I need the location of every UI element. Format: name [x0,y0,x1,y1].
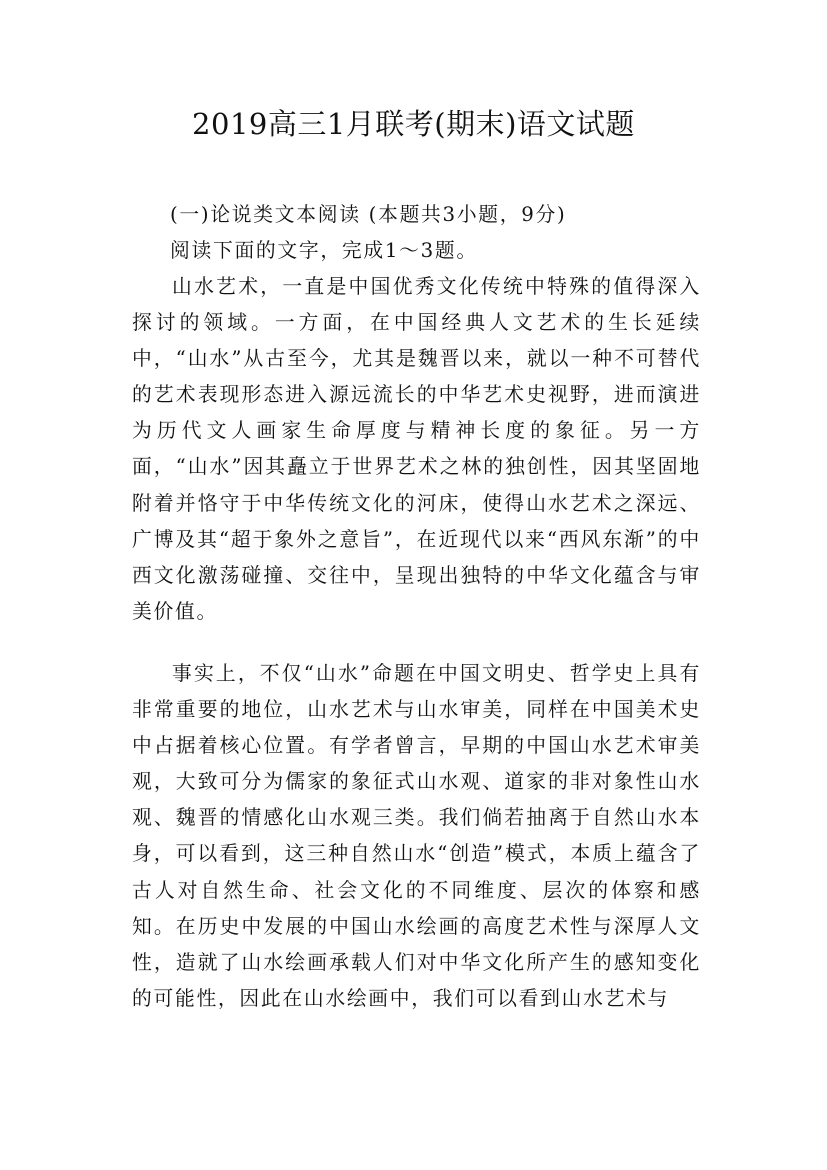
paragraph-1: 山水艺术，一直是中国优秀文化传统中特殊的值得深入探讨的领域。一方面，在中国经典人文艺术的生长延续中，“山水”从古至今，尤其是魏晋以来，就以一种不可替代的艺术表现形态进入源远流长的中华艺术史视野，进而演进为历代文人画家生命厚度与精神长度的象征。另一方面，“山水”因其矗立于世界艺术之林的独创性，因其坚固地附着并恪守于中华传统文化的河床，使得山水艺术之深远、广博及其“超于象外之意旨”，在近现代以来“西风东渐”的中西文化激荡碰撞、交往中，呈现出独特的中华文化蕴含与审美价值。 [132,275,701,623]
document-title: 2019高三1月联考(期末)语文试题 [192,107,635,141]
reading-instruction: 阅读下面的文字，完成1～3题。 [170,239,478,262]
paragraph-2: 事实上，不仅“山水”命题在中国文明史、哲学史上具有非常重要的地位，山水艺术与山水审美，同样在中国美术史中占据着核心位置。有学者曾言，早期的中国山水艺术审美观，大致可分为儒家的象征式山水观、道家的非对象性山水观、魏晋的情感化山水观三类。我们倘若抽离于自然山水本身，可以看到，这三种自然山水“创造”模式，本质上蕴含了古人对自然生命、社会文化的不同维度、层次的体察和感知。在历史中发展的中国山水绘画的高度艺术性与深厚人文性，造就了山水绘画承载人们对中华文化所产生的感知变化的可能性，因此在山水绘画中，我们可以看到山水艺术与 [132,662,701,1010]
section-heading: (一)论说类文本阅读 (本题共3小题，9分) [170,203,567,226]
